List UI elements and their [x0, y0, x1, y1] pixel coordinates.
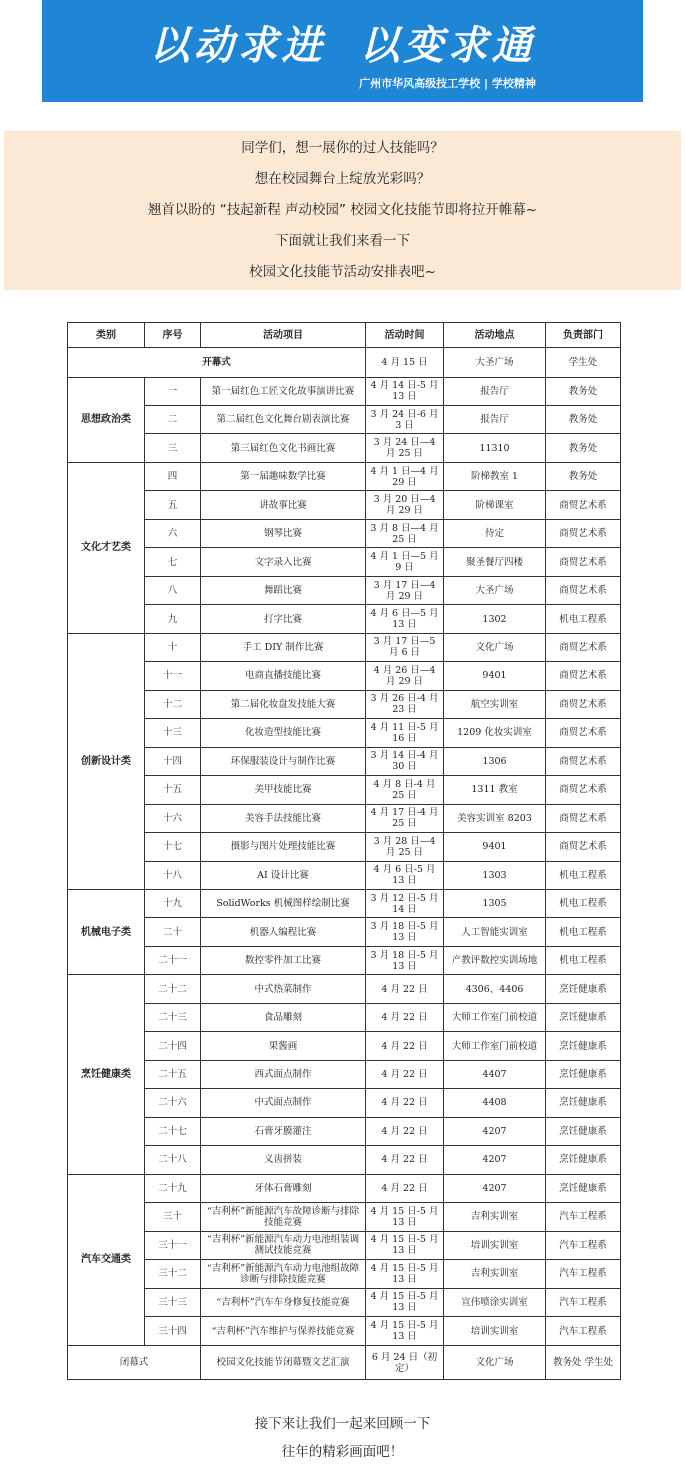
cell-name: 环保服装设计与制作比赛 [201, 747, 366, 775]
cell-no: 十三 [145, 719, 201, 747]
cell-dept: 烹饪健康系 [546, 1174, 621, 1202]
cell-time: 4 月 11 日-5 月 16 日 [366, 719, 444, 747]
cell-time: 4 月 26 日—4 月 29 日 [366, 662, 444, 690]
opening-time: 4 月 15 日 [366, 348, 444, 378]
cell-name: 钢琴比赛 [201, 519, 366, 547]
table-row [68, 434, 621, 462]
cell-place: 9401 [444, 662, 546, 690]
closing-name: 校园文化技能节闭幕暨文艺汇演 [201, 1346, 366, 1380]
cell-name: 文字录入比赛 [201, 548, 366, 576]
opening-row [68, 348, 621, 378]
cell-place: 产教评数控实训场地 [444, 946, 546, 974]
cell-dept: 烹饪健康系 [546, 1032, 621, 1060]
cell-dept: 烹饪健康系 [546, 975, 621, 1003]
cell-place: 4408 [444, 1089, 546, 1117]
cell-place: 人工智能实训室 [444, 918, 546, 946]
intro-box [4, 131, 681, 290]
cell-dept: 商贸艺术系 [546, 633, 621, 661]
cell-name: 中式热菜制作 [201, 975, 366, 1003]
cell-time: 3 月 18 日-5 月 13 日 [366, 946, 444, 974]
cell-name: “吉利杯”新能源汽车故障诊断与排除技能竞赛 [201, 1203, 366, 1231]
cell-name: 第二届红色文化舞台剧表演比赛 [201, 406, 366, 434]
table-row [68, 1089, 621, 1117]
cell-no: 十五 [145, 776, 201, 804]
divider: | [483, 77, 492, 90]
table-row [68, 633, 621, 661]
opening-dept: 学生处 [546, 348, 621, 378]
table-row [68, 1288, 621, 1316]
cell-no: 三十二 [145, 1260, 201, 1288]
table-row [68, 833, 621, 861]
cell-time: 3 月 24 日-6 月 3 日 [366, 406, 444, 434]
cell-place: 1303 [444, 861, 546, 889]
cell-name: 美容手法技能比赛 [201, 804, 366, 832]
cell-dept: 商贸艺术系 [546, 719, 621, 747]
table-row [68, 889, 621, 917]
cell-dept: 机电工程系 [546, 861, 621, 889]
cell-name: 手工 DIY 制作比赛 [201, 633, 366, 661]
cell-place: 待定 [444, 519, 546, 547]
cell-time: 3 月 17 日—5 月 6 日 [366, 633, 444, 661]
cell-dept: 商贸艺术系 [546, 662, 621, 690]
cell-place: 4306、4406 [444, 975, 546, 1003]
cell-no: 三 [145, 434, 201, 462]
closing-row [68, 1346, 621, 1380]
cell-no: 二十四 [145, 1032, 201, 1060]
cell-dept: 商贸艺术系 [546, 804, 621, 832]
table-row [68, 918, 621, 946]
table-row [68, 1260, 621, 1288]
table-row [68, 605, 621, 633]
table-row [68, 377, 621, 405]
opening-place: 大圣广场 [444, 348, 546, 378]
cell-time: 3 月 8 日—4 月 25 日 [366, 519, 444, 547]
cell-place: 9401 [444, 833, 546, 861]
table-row [68, 804, 621, 832]
cell-no: 二十六 [145, 1089, 201, 1117]
cell-name: 美甲技能比赛 [201, 776, 366, 804]
intro-line: 翘首以盼的 “技起新程 声动校园” 校园文化技能节即将拉开帷幕~ [147, 202, 538, 218]
cell-name: SolidWorks 机械图样绘制比赛 [201, 889, 366, 917]
cell-place: 培训实训室 [444, 1231, 546, 1259]
cell-no: 十九 [145, 889, 201, 917]
cell-place: 1311 教室 [444, 776, 546, 804]
table-row [68, 1060, 621, 1088]
closing-dept: 教务处 学生处 [546, 1346, 621, 1380]
cell-no: 四 [145, 462, 201, 490]
cell-time: 4 月 17 日-4 月 25 日 [366, 804, 444, 832]
cell-dept: 烹饪健康系 [546, 1003, 621, 1031]
cell-name: 第一届红色工匠文化故事演讲比赛 [201, 377, 366, 405]
category-cell: 机械电子类 [68, 889, 145, 974]
cell-time: 3 月 14 日-4 月 30 日 [366, 747, 444, 775]
cell-no: 十七 [145, 833, 201, 861]
header-cell: 活动项目 [201, 323, 366, 348]
table-row [68, 1032, 621, 1060]
cell-no: 二十一 [145, 946, 201, 974]
cell-time: 3 月 18 日-5 月 13 日 [366, 918, 444, 946]
cell-time: 4 月 1 日—4 月 29 日 [366, 462, 444, 490]
slogan-right: 以变求通 [359, 22, 536, 69]
cell-time: 4 月 22 日 [366, 1117, 444, 1145]
cell-time: 4 月 1 日—5 月 9 日 [366, 548, 444, 576]
cell-no: 一 [145, 377, 201, 405]
table-row [68, 776, 621, 804]
cell-dept: 商贸艺术系 [546, 690, 621, 718]
header-banner [42, 0, 643, 102]
cell-dept: 汽车工程系 [546, 1203, 621, 1231]
cell-no: 三十三 [145, 1288, 201, 1316]
cell-time: 3 月 17 日—4 月 29 日 [366, 576, 444, 604]
cell-dept: 汽车工程系 [546, 1317, 621, 1346]
cell-no: 十二 [145, 690, 201, 718]
slogan-left: 以动求进 [149, 22, 326, 69]
cell-name: 牙体石膏雕刻 [201, 1174, 366, 1202]
cell-dept: 教务处 [546, 434, 621, 462]
cell-name: 中式面点制作 [201, 1089, 366, 1117]
outro [0, 1410, 685, 1466]
cell-place: 文化广场 [444, 633, 546, 661]
cell-name: 讲故事比赛 [201, 491, 366, 519]
cell-no: 二十 [145, 918, 201, 946]
cell-no: 七 [145, 548, 201, 576]
section-name: 学校精神 [491, 77, 536, 90]
cell-time: 4 月 15 日-5 月 13 日 [366, 1203, 444, 1231]
table-row [68, 548, 621, 576]
table-row [68, 519, 621, 547]
cell-time: 4 月 22 日 [366, 1174, 444, 1202]
cell-dept: 机电工程系 [546, 918, 621, 946]
table-row [68, 462, 621, 490]
cell-place: 1305 [444, 889, 546, 917]
table-row [68, 1003, 621, 1031]
cell-dept: 汽车工程系 [546, 1231, 621, 1259]
cell-time: 3 月 28 日—4 月 25 日 [366, 833, 444, 861]
table-row [68, 719, 621, 747]
cell-dept: 商贸艺术系 [546, 491, 621, 519]
cell-no: 二十三 [145, 1003, 201, 1031]
category-cell: 文化才艺类 [68, 462, 145, 633]
cell-no: 十四 [145, 747, 201, 775]
cell-place: 宣伟喷涂实训室 [444, 1288, 546, 1316]
outro-line: 往年的精彩画面吧！ [281, 1444, 404, 1460]
cell-time: 4 月 22 日 [366, 975, 444, 1003]
cell-no: 三十一 [145, 1231, 201, 1259]
schedule-table [67, 322, 621, 1380]
category-cell: 思想政治类 [68, 377, 145, 462]
cell-time: 4 月 15 日-5 月 13 日 [366, 1260, 444, 1288]
cell-no: 三十四 [145, 1317, 201, 1346]
banner-subtitle [42, 75, 643, 91]
cell-no: 十一 [145, 662, 201, 690]
category-cell: 烹饪健康类 [68, 975, 145, 1174]
cell-name: 机器人编程比赛 [201, 918, 366, 946]
table-row [68, 491, 621, 519]
cell-dept: 教务处 [546, 462, 621, 490]
opening-label: 开幕式 [68, 348, 366, 378]
cell-no: 二十七 [145, 1117, 201, 1145]
intro-line: 想在校园舞台上绽放光彩吗？ [254, 171, 431, 187]
table-row [68, 946, 621, 974]
table-row [68, 1146, 621, 1174]
table-header-row [68, 323, 621, 348]
cell-dept: 汽车工程系 [546, 1260, 621, 1288]
table-row [68, 1203, 621, 1231]
header-cell: 活动地点 [444, 323, 546, 348]
cell-no: 八 [145, 576, 201, 604]
cell-name: 电商直播技能比赛 [201, 662, 366, 690]
cell-name: 摄影与图片处理技能比赛 [201, 833, 366, 861]
cell-name: 果酱画 [201, 1032, 366, 1060]
cell-place: 4407 [444, 1060, 546, 1088]
cell-place: 美容实训室 8203 [444, 804, 546, 832]
table-row [68, 690, 621, 718]
table-row [68, 406, 621, 434]
cell-place: 4207 [444, 1117, 546, 1145]
cell-time: 4 月 6 日—5 月 13 日 [366, 605, 444, 633]
cell-no: 六 [145, 519, 201, 547]
cell-time: 3 月 24 日—4 月 25 日 [366, 434, 444, 462]
cell-no: 二 [145, 406, 201, 434]
cell-name: 舞蹈比赛 [201, 576, 366, 604]
cell-dept: 教务处 [546, 377, 621, 405]
cell-place: 阶梯课室 [444, 491, 546, 519]
cell-place: 航空实训室 [444, 690, 546, 718]
cell-no: 五 [145, 491, 201, 519]
cell-no: 十八 [145, 861, 201, 889]
cell-time: 4 月 22 日 [366, 1146, 444, 1174]
cell-time: 4 月 22 日 [366, 1089, 444, 1117]
cell-time: 4 月 15 日-5 月 13 日 [366, 1231, 444, 1259]
cell-name: 石膏牙膜灌注 [201, 1117, 366, 1145]
table-row [68, 861, 621, 889]
cell-place: 报告厅 [444, 377, 546, 405]
cell-dept: 烹饪健康系 [546, 1117, 621, 1145]
cell-dept: 机电工程系 [546, 889, 621, 917]
cell-place: 4207 [444, 1174, 546, 1202]
intro-line: 校园文化技能节活动安排表吧~ [249, 264, 436, 280]
cell-dept: 机电工程系 [546, 946, 621, 974]
cell-name: 第二届化妆盘发技能大赛 [201, 690, 366, 718]
cell-dept: 商贸艺术系 [546, 548, 621, 576]
cell-place: 11310 [444, 434, 546, 462]
cell-place: 4207 [444, 1146, 546, 1174]
header-cell: 活动时间 [366, 323, 444, 348]
cell-name: “吉利杯”新能源汽车动力电池组故障诊断与排除技能竞赛 [201, 1260, 366, 1288]
cell-no: 三十 [145, 1203, 201, 1231]
cell-place: 1306 [444, 747, 546, 775]
cell-name: 化妆造型技能比赛 [201, 719, 366, 747]
cell-dept: 商贸艺术系 [546, 747, 621, 775]
header-cell: 类别 [68, 323, 145, 348]
cell-place: 阶梯教室 1 [444, 462, 546, 490]
cell-time: 4 月 22 日 [366, 1060, 444, 1088]
table-row [68, 1231, 621, 1259]
cell-time: 4 月 22 日 [366, 1003, 444, 1031]
cell-time: 4 月 6 日-5 月 13 日 [366, 861, 444, 889]
intro-line: 下面就让我们来看一下 [275, 233, 410, 249]
category-cell: 创新设计类 [68, 633, 145, 889]
cell-dept: 烹饪健康系 [546, 1060, 621, 1088]
banner-slogan [42, 14, 643, 71]
cell-name: AI 设计比赛 [201, 861, 366, 889]
cell-no: 十 [145, 633, 201, 661]
cell-dept: 烹饪健康系 [546, 1089, 621, 1117]
cell-time: 3 月 12 日-5 月 14 日 [366, 889, 444, 917]
closing-place: 文化广场 [444, 1346, 546, 1380]
cell-place: 培训实训室 [444, 1317, 546, 1346]
cell-dept: 商贸艺术系 [546, 576, 621, 604]
cell-place: 大师工作室门前校道 [444, 1032, 546, 1060]
cell-time: 4 月 14 日-5 月 13 日 [366, 377, 444, 405]
school-name: 广州市华风高级技工学校 [359, 77, 481, 90]
cell-time: 4 月 15 日-5 月 13 日 [366, 1288, 444, 1316]
cell-time: 3 月 26 日-4 月 23 日 [366, 690, 444, 718]
table-row [68, 576, 621, 604]
table-row [68, 662, 621, 690]
outro-line: 接下来让我们一起来回顾一下 [254, 1416, 431, 1432]
cell-time: 4 月 8 日-4 月 25 日 [366, 776, 444, 804]
cell-place: 1209 化妆实训室 [444, 719, 546, 747]
cell-place: 大师工作室门前校道 [444, 1003, 546, 1031]
cell-place: 聚圣餐厅四楼 [444, 548, 546, 576]
cell-name: “吉利杯”汽车车身修复技能竞赛 [201, 1288, 366, 1316]
closing-time: 6 月 24 日（初定） [366, 1346, 444, 1380]
cell-dept: 汽车工程系 [546, 1288, 621, 1316]
cell-name: 第一届趣味数学比赛 [201, 462, 366, 490]
table-row [68, 975, 621, 1003]
cell-no: 二十八 [145, 1146, 201, 1174]
cell-time: 4 月 22 日 [366, 1032, 444, 1060]
cell-no: 二十二 [145, 975, 201, 1003]
cell-time: 3 月 20 日—4 月 29 日 [366, 491, 444, 519]
closing-label: 闭幕式 [68, 1346, 201, 1380]
cell-name: 食品雕刻 [201, 1003, 366, 1031]
table-row [68, 1317, 621, 1346]
cell-no: 二十五 [145, 1060, 201, 1088]
cell-name: 西式面点制作 [201, 1060, 366, 1088]
cell-no: 十六 [145, 804, 201, 832]
cell-place: 吉利实训室 [444, 1260, 546, 1288]
cell-name: 数控零件加工比赛 [201, 946, 366, 974]
cell-dept: 教务处 [546, 406, 621, 434]
cell-place: 报告厅 [444, 406, 546, 434]
cell-place: 大圣广场 [444, 576, 546, 604]
cell-place: 吉利实训室 [444, 1203, 546, 1231]
cell-name: “吉利杯”汽车维护与保养技能竞赛 [201, 1317, 366, 1346]
category-cell: 汽车交通类 [68, 1174, 145, 1345]
header-cell: 负责部门 [546, 323, 621, 348]
table-row [68, 747, 621, 775]
cell-dept: 烹饪健康系 [546, 1146, 621, 1174]
cell-dept: 机电工程系 [546, 605, 621, 633]
cell-no: 二十九 [145, 1174, 201, 1202]
intro-line: 同学们，想一展你的过人技能吗？ [241, 140, 444, 156]
cell-name: 第三届红色文化书画比赛 [201, 434, 366, 462]
cell-dept: 商贸艺术系 [546, 833, 621, 861]
cell-name: “吉利杯”新能源汽车动力电池组装调测试技能竞赛 [201, 1231, 366, 1259]
cell-dept: 商贸艺术系 [546, 776, 621, 804]
table-row [68, 1174, 621, 1202]
cell-name: 义齿拼装 [201, 1146, 366, 1174]
header-cell: 序号 [145, 323, 201, 348]
cell-dept: 商贸艺术系 [546, 519, 621, 547]
cell-no: 九 [145, 605, 201, 633]
cell-place: 1302 [444, 605, 546, 633]
table-row [68, 1117, 621, 1145]
cell-name: 打字比赛 [201, 605, 366, 633]
cell-time: 4 月 15 日-5 月 13 日 [366, 1317, 444, 1346]
